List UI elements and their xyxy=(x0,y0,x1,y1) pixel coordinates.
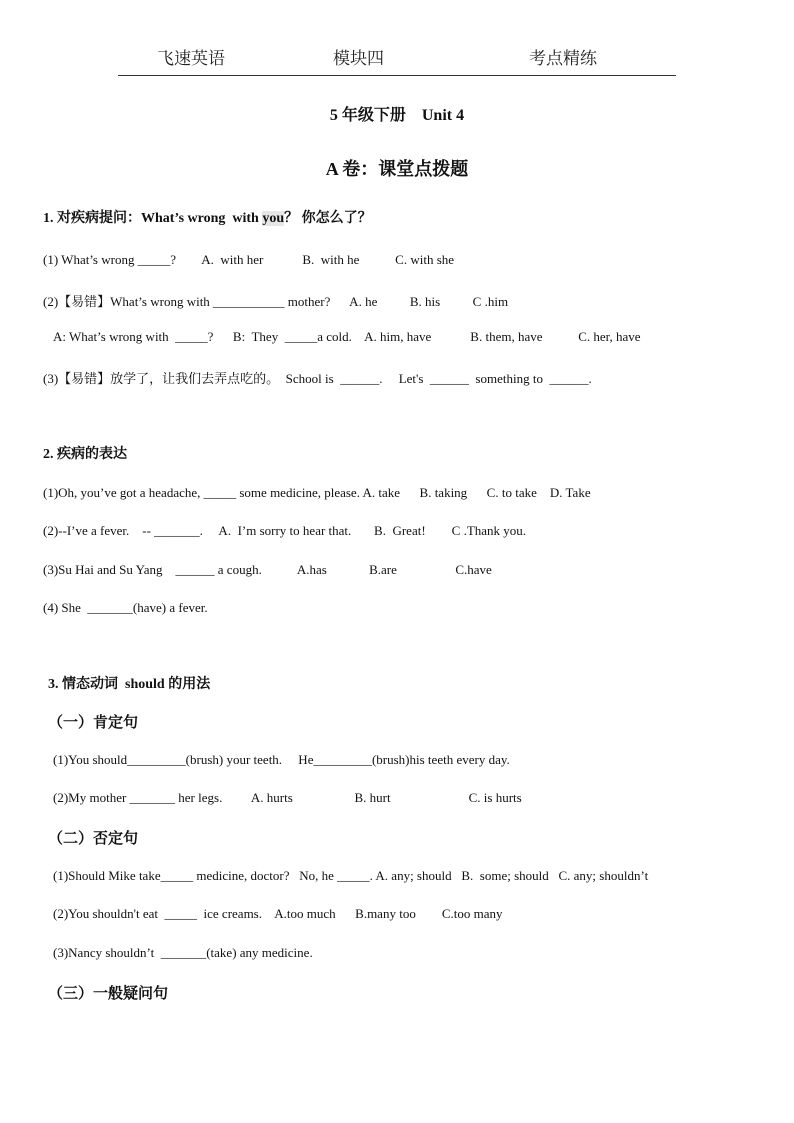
section1-heading-suffix: ？ 你怎么了？ xyxy=(284,211,372,226)
s1-question-3: (3)【易错】放学了，让我们去弄点吃的。 School is ______. Let's ______ something to ______. xyxy=(43,371,592,386)
s2-question-4: (4) She _______(have) a fever. xyxy=(43,600,208,615)
section1-heading xyxy=(43,207,372,227)
sub-yes-no-question: （三）一般疑问句 xyxy=(48,986,169,1002)
header-center: 模块四 xyxy=(333,49,384,69)
s3b-question-1: (1)Should Mike take_____ medicine, doctor? No, he _____. A. any; should B. some; should C. any; shouldn’t xyxy=(53,868,649,883)
s3b-question-3: (3)Nancy shouldn’t _______(take) any medicine. xyxy=(53,945,313,960)
header-right: 考点精练 xyxy=(529,49,597,69)
s1-question-2b: A: What’s wrong with _____? B: They _____a cold. A. him, have B. them, have C. her, have xyxy=(53,329,641,344)
s1-question-1: (1) What’s wrong _____? A. with her B. with he C. with she xyxy=(43,252,455,267)
section1-heading-highlight: you xyxy=(262,211,285,226)
doc-title: 5 年级下册 Unit 4 xyxy=(329,107,465,124)
header-rule xyxy=(118,75,676,76)
s1-question-2: (2)【易错】What’s wrong with ___________ mother? A. he B. his C .him xyxy=(43,294,509,309)
s2-question-2: (2)--I’ve a fever. -- _______. A. I’m sorry to hear that. B. Great! C .Thank you. xyxy=(43,523,527,538)
sub-negative: （二）否定句 xyxy=(48,831,139,847)
s2-question-1: (1)Oh, you’ve got a headache, _____ some medicine, please. A. take B. taking C. to take D. Take xyxy=(43,485,591,500)
section3-heading: 3. 情态动词 should 的用法 xyxy=(48,677,211,692)
section1-heading-prefix: 1. 对疾病提问：What’s wrong with xyxy=(43,211,263,226)
s2-question-3: (3)Su Hai and Su Yang ______ a cough. A.has B.are C.have xyxy=(43,562,492,577)
section2-heading: 2. 疾病的表达 xyxy=(43,447,127,462)
s3a-question-2: (2)My mother _______ her legs. A. hurts B. hurt C. is hurts xyxy=(53,790,522,805)
s3a-question-1: (1)You should_________(brush) your teeth. He_________(brush)his teeth every day. xyxy=(53,752,510,767)
header-left: 飞速英语 xyxy=(157,49,225,69)
s3b-question-2: (2)You shouldn't eat _____ ice creams. A.too much B.many too C.too many xyxy=(53,906,503,921)
paper-title: A 卷：课堂点拨题 xyxy=(325,159,469,179)
sub-affirmative: （一）肯定句 xyxy=(48,715,139,731)
